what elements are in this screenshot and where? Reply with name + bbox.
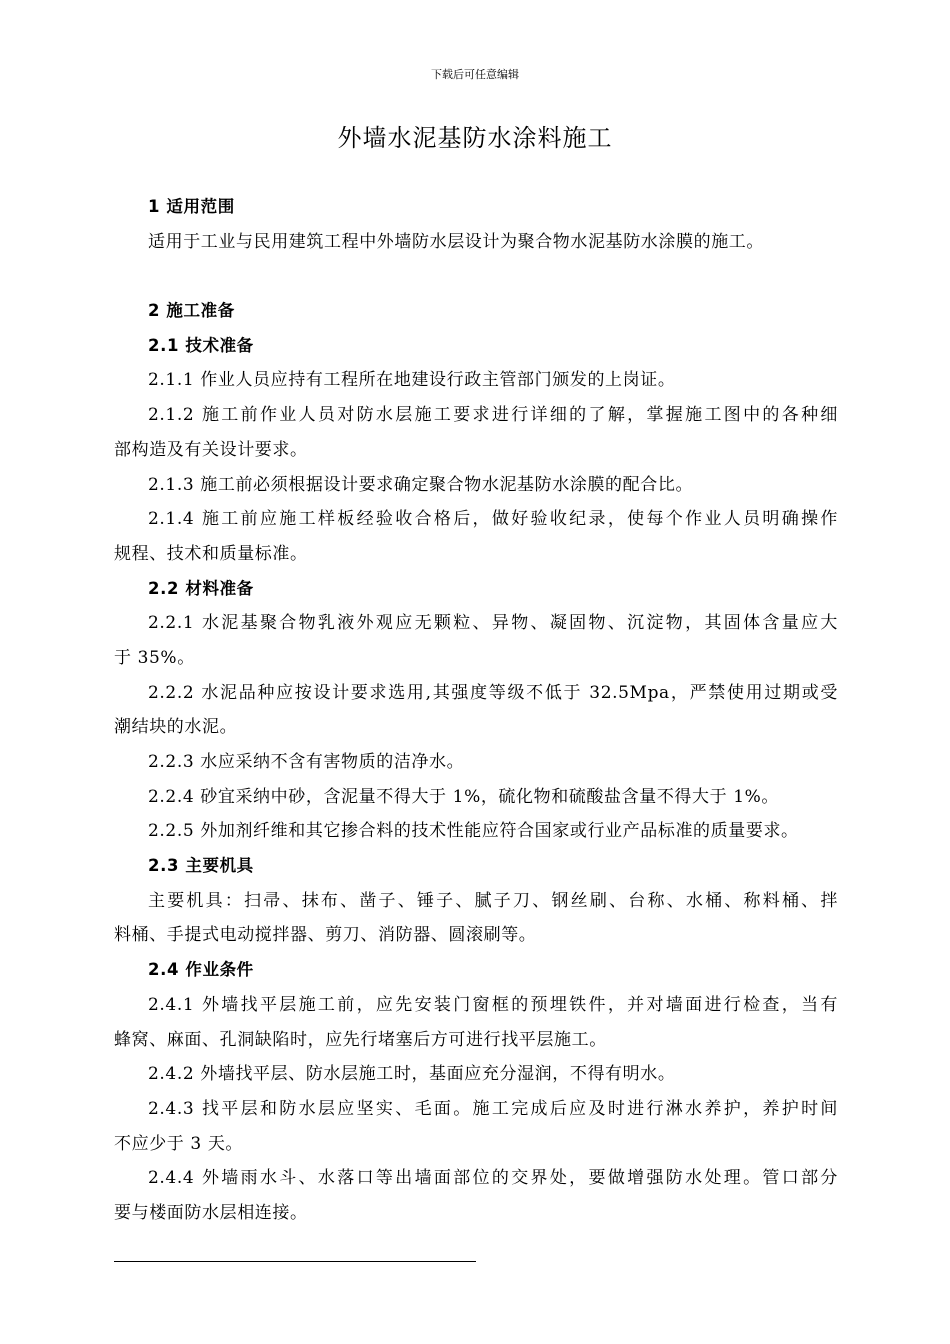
section-2-3-heading: 2.3 主要机具	[148, 856, 254, 876]
section-2-4-heading: 2.4 作业条件	[148, 960, 254, 980]
paragraph-2-4-4-line-1: 2.4.4 外墙雨水斗、水落口等出墙面部位的交界处，要做增强防水处理。管口部分	[148, 1168, 838, 1189]
paragraph-2-2-1-line-2: 于 35%。	[114, 647, 195, 668]
paragraph-2-2-2-line-1: 2.2.2 水泥品种应按设计要求选用,其强度等级不低于 32.5Mpa，严禁使用过期或受	[148, 682, 838, 703]
section-1-heading: 1 适用范围	[148, 197, 235, 216]
paragraph-2-4-1-line-1: 2.4.1 外墙找平层施工前，应先安装门窗框的预埋铁件，并对墙面进行检查，当有	[148, 994, 838, 1015]
section-2-2-heading: 2.2 材料准备	[148, 578, 254, 598]
section-2-1-heading: 2.1 技术准备	[148, 335, 254, 355]
paragraph-2-2-4: 2.2.4 砂宜采纳中砂，含泥量不得大于 1%，硫化物和硫酸盐含量不得大于 1%。	[148, 786, 780, 807]
section-1-text: 适用于工业与民用建筑工程中外墙防水层设计为聚合物水泥基防水涂膜的施工。	[148, 231, 764, 252]
paragraph-2-2-3: 2.2.3 水应采纳不含有害物质的洁净水。	[148, 752, 465, 772]
footnote-rule	[114, 1261, 476, 1262]
paragraph-2-4-4-line-2: 要与楼面防水层相连接。	[114, 1202, 308, 1223]
paragraph-2-3-line-1: 主要机具：扫帚、抹布、凿子、锤子、腻子刀、钢丝刷、台称、水桶、称料桶、拌	[148, 890, 838, 911]
paragraph-2-1-4-line-1: 2.1.4 施工前应施工样板经验收合格后，做好验收纪录，使每个作业人员明确操作	[148, 509, 838, 530]
section-spacer	[114, 259, 838, 294]
document-title: 外墙水泥基防水涂料施工	[337, 124, 613, 152]
paragraph-2-1-1: 2.1.1 作业人员应持有工程所在地建设行政主管部门颁发的上岗证。	[148, 370, 676, 391]
paragraph-2-1-2-line-2: 部构造及有关设计要求。	[114, 439, 308, 460]
paragraph-2-2-2-line-2: 潮结块的水泥。	[114, 717, 238, 738]
paragraph-2-4-3-line-1: 2.4.3 找平层和防水层应坚实、毛面。施工完成后应及时进行淋水养护，养护时间	[148, 1098, 838, 1119]
page-header-note: 下载后可任意编辑	[431, 68, 519, 81]
paragraph-2-2-1-line-1: 2.2.1 水泥基聚合物乳液外观应无颗粒、异物、凝固物、沉淀物，其固体含量应大	[148, 613, 838, 634]
paragraph-2-2-5: 2.2.5 外加剂纤维和其它掺合料的技术性能应符合国家或行业产品标准的质量要求。	[148, 821, 799, 842]
paragraph-2-1-3: 2.1.3 施工前必须根据设计要求确定聚合物水泥基防水涂膜的配合比。	[148, 474, 694, 495]
document-body	[114, 190, 838, 1231]
paragraph-2-3-line-2: 料桶、手提式电动搅拌器、剪刀、消防器、圆滚刷等。	[114, 925, 537, 946]
paragraph-2-1-2-line-1: 2.1.2 施工前作业人员对防水层施工要求进行详细的了解，掌握施工图中的各种细	[148, 405, 838, 426]
paragraph-2-1-4-line-2: 规程、技术和质量标准。	[114, 543, 308, 564]
paragraph-2-4-3-line-2: 不应少于 3 天。	[114, 1133, 244, 1154]
paragraph-2-4-2: 2.4.2 外墙找平层、防水层施工时，基面应充分湿润，不得有明水。	[148, 1064, 676, 1085]
paragraph-2-4-1-line-2: 蜂窝、麻面、孔洞缺陷时，应先行堵塞后方可进行找平层施工。	[114, 1029, 607, 1050]
section-2-heading: 2 施工准备	[148, 301, 235, 321]
